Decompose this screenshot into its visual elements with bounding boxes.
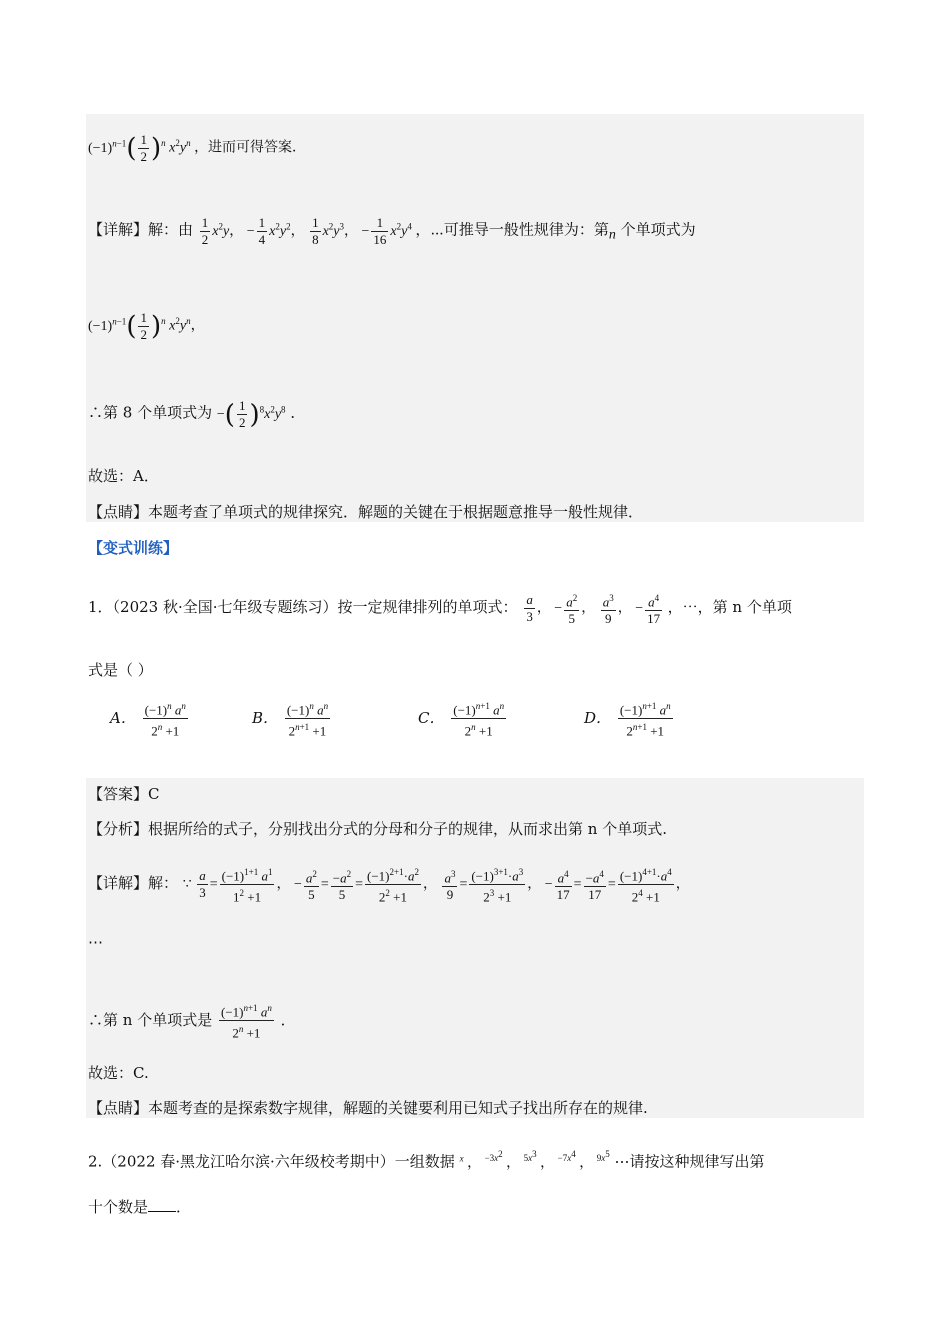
question-1-line-1: 1．（2023 秋·全国·七年级专题练习）按一定规律排列的单项式： $\frac{a}{3}$ ， − $\frac{a^2}{5}$ ， $\frac{a^3}{9}$ ， − $\frac{a^4}{17}$ ，⋯，第 n 个单项 — [88, 592, 792, 627]
a1-conclusion-tail: ． — [280, 1010, 296, 1029]
question-2-line-2 — [88, 1197, 191, 1217]
a1-detail-line: 【详解】解： ∵ $\frac{a}{3}$ = $\frac{(-1)^{1+1} a^1}{1^2 +1}$ ， − $\frac{a^2}{5}$ = $\frac{-a^2}{5}$ = $\frac{(-1)^{2+1}\cdot a^2}{2^2 +1}$ ， $\frac{a^3}{9}$ = $\frac{(-1)^{3+1}\cdot a^3}{2^3 +1}$ ， − $\frac{a^4}{17}$ = $\frac{-a^4}{17}$ = $\frac{(-1)^{4+1}\cdot a^4}{2^4 +1}$ ， — [88, 867, 690, 905]
detail-prefix: 【详解】解：由 — [88, 220, 194, 239]
question-2-line-1: 2.（2022 春·黑龙江哈尔滨·六年级校考期中）一组数据 $^x$ ， $^{-3x^2}$ ， $^{5x^3}$ ， $^{-7x^4}$ ， $^{9x^5}$ ⋯请按这种规律写出第 — [88, 1149, 765, 1171]
formula-line-top: $(-1)^{n-1}$( $\frac{1}{2}$ )$^n$ $x^2y^n$ ，进而可得答案． — [88, 132, 307, 164]
general-term-line: $(-1)^{n-1}$( $\frac{1}{2}$ )$^n$ $x^2y^n$， — [88, 310, 205, 342]
detail-n: n — [608, 227, 616, 243]
option-b[interactable]: B． $\frac{(-1)^n a^n}{2^{n+1} +1}$ — [252, 701, 329, 739]
variant-heading: 【变式训练】 — [88, 539, 179, 557]
a1-detail-prefix: 【详解】解： — [88, 874, 179, 893]
detail-end: 个单项式为 — [620, 220, 696, 239]
a1-ellipsis: ⋯ — [88, 933, 103, 951]
option-d[interactable]: D． $\frac{(-1)^{n+1} a^n}{2^{n+1} +1}$ — [584, 701, 671, 739]
q2-line2-prefix: 十个数是 — [88, 1198, 149, 1216]
eighth-tail: ． — [290, 403, 306, 422]
eighth-prefix: ∴第 8 个单项式为 — [88, 403, 213, 422]
answer-line: 故选：A． — [88, 467, 159, 485]
option-a[interactable]: A． $\frac{(-1)^n a^n}{2^n +1}$ — [110, 701, 186, 739]
detail-line: 【详解】解：由 $\frac{1}{2}$ $x^2y$， − $\frac{1}{4}$ $x^2y^2$， $\frac{1}{8}$ $x^2y^3$， − $\frac{1}{16}$ $x^2y^4$ ，⋯可推导一般性规律为：第$_n$ 个单项式为 — [88, 215, 696, 247]
q1-text: 1．（2023 秋·全国·七年级专题练习）按一定规律排列的单项式： — [88, 597, 518, 616]
a1-analysis: 【分析】根据所给的式子，分别找出分式的分母和分子的规律，从而求出第 n 个单项式. — [88, 820, 667, 838]
q2-line2-tail: ． — [176, 1198, 192, 1216]
q2-tail: ⋯请按这种规律写出第 — [614, 1152, 765, 1171]
comment-line-1: 【点睛】本题考查了单项式的规律探究．解题的关键在于根据题意推导一般性规律． — [88, 503, 644, 521]
option-c[interactable]: C． $\frac{(-1)^{n+1} a^n}{2^n +1}$ — [418, 701, 505, 739]
detail-tail: ，⋯可推导一般性规律为：第 — [415, 220, 609, 239]
a1-conclusion: ∴第 n 个单项式是 $\frac{(-1)^{n+1} a^n}{2^n +1}$ ． — [88, 1003, 296, 1041]
q1-tail: ，⋯，第 n 个单项 — [667, 597, 792, 616]
a1-comment: 【点睛】本题考查的是探索数字规律，解题的关键要利用已知式子找出所存在的规律. — [88, 1099, 648, 1117]
a1-conclusion-prefix: ∴第 n 个单项式是 — [88, 1010, 213, 1029]
answer-blank[interactable] — [148, 1197, 176, 1212]
eighth-term-line: ∴第 8 个单项式为 −( $\frac{1}{2}$ )$^8x^2y^8$ ． — [88, 398, 306, 430]
question-1-line-2: 式是（ ） — [88, 661, 153, 679]
q2-text: 2.（2022 春·黑龙江哈尔滨·六年级校考期中）一组数据 — [88, 1152, 455, 1171]
a1-answer: 【答案】C — [88, 785, 160, 803]
general-tail: ， — [190, 318, 205, 334]
top-line-tail: ，进而可得答案． — [194, 140, 307, 156]
a1-choice: 故选：C. — [88, 1064, 149, 1082]
